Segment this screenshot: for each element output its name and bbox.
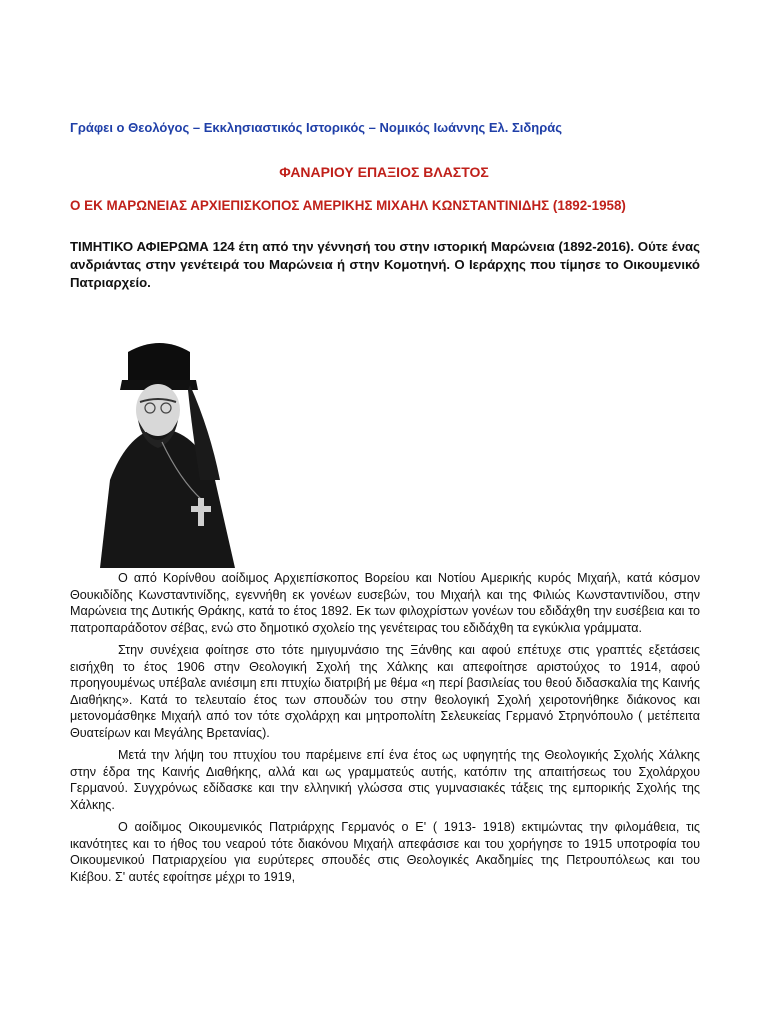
article-subtitle: Ο ΕΚ ΜΑΡΩΝΕΙΑΣ ΑΡΧΙΕΠΙΣΚΟΠΟΣ ΑΜΕΡΙΚΗΣ ΜΙΧΑΗΛ ΚΩΝΣΤΑΝΤΙΝΙΔΗΣ (1892-1958) xyxy=(70,198,626,213)
article-body xyxy=(70,570,700,891)
body-paragraph: Στην συνέχεια φοίτησε στο τότε ημιγυμνάσιο της Ξάνθης και αφού επέτυχε στις γραπτές εξετάσεις εισήχθη το έτος 1906 στην Θεολογική Σχολή της Χάλκης και απεφοίτησε αριστούχος το 1914, αφού προηγουμένως υπέβαλε ανιέσιμη επι πτυχίω διατριβή με θέμα «η περί βασιλείας του θεού διδασκαλία της Καινής Διαθήκης». Κατά το τελευταίο έτος των σπουδών του στην θεολογική Σχολή χειροτονήθηκε διάκονος και μετονομάσθηκε Μιχαήλ από τον τότε σχολάρχη και μητροπολίτη Σελευκείας Γερμανό Στρηνόπουλο ( μετέπειτα Θυατείρων και Μεγάλης Βρετανίας). xyxy=(70,643,700,740)
author-line: Γράφει ο Θεολόγος – Εκκλησιαστικός Ιστορικός – Νομικός Ιωάννης Ελ. Σιδηράς xyxy=(70,120,563,135)
article-title: ΦΑΝΑΡΙΟΥ ΕΠΑΞΙΟΣ ΒΛΑΣΤΟΣ xyxy=(279,164,489,180)
body-paragraph: Ο αοίδιμος Οικουμενικός Πατριάρχης Γερμανός ο Ε' ( 1913- 1918) εκτιμώντας την φιλομάθεια, τις ικανότητες και το ήθος του νεαρού τότε διακόνου Μιχαήλ απεφάσισε και του χορήγησε το 1915 υποτροφία του Οικουμενικού Πατριαρχείου για ευρύτερες σπουδές στις Θεολογικές Ακαδημίες της Πετρουπόλεως και του Κιέβου. Σ' αυτές εφοίτησε μέχρι το 1919, xyxy=(70,820,700,884)
body-paragraph: Ο από Κορίνθου αοίδιμος Αρχιεπίσκοπος Βορείου και Νοτίου Αμερικής κυρός Μιχαήλ, κατά κόσμον Θουκιδίδης Κωνσταντινίδης, εγεννήθη εκ γονέων ευσεβών, του Μιχαήλ και της Φιλιώς Κωνσταντινίδου, στην Μαρώνεια της Δυτικής Θράκης, κατά το έτος 1892. Εκ των φιλοχρίστων γονέων του εδιδάχθη την ευσέβεια και το πατροπαράδοτον σέβας, ενώ στο δημοτικό σχολείο της γενέτειρας του εδιδάχθη τα εγκύκλια γράμματα. xyxy=(70,571,700,635)
portrait-photo xyxy=(70,330,250,568)
intro-paragraph: ΤΙΜΗΤΙΚΟ ΑΦΙΕΡΩΜΑ 124 έτη από την γέννησή του στην ιστορική Μαρώνεια (1892-2016). Ούτε ένας ανδριάντας στην γενέτειρά του Μαρώνεια ή στην Κομοτηνή. Ο Ιεράρχης που τίμησε το Οικουμενικό Πατριαρχείο. xyxy=(70,239,700,290)
body-paragraph: Μετά την λήψη του πτυχίου του παρέμεινε επί ένα έτος ως υφηγητής της Θεολογικής Σχολής Χάλκης στην έδρα της Καινής Διαθήκης, αλλά και ως γραμματεύς αυτής, κατόπιν της απαιτήσεως του Σχολάρχου Γερμανού. Συγχρόνως εδίδασκε και την ελληνική γλώσσα στις γυμνασιακές τάξεις της εμπορικής Σχολής της Χάλκης. xyxy=(70,748,700,812)
